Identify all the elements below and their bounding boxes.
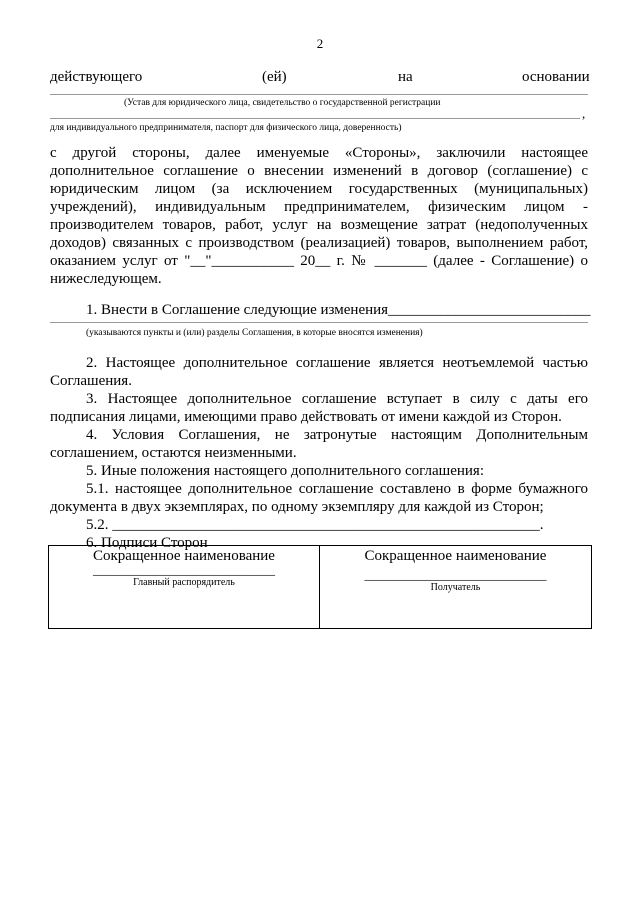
item-1-line [50, 322, 588, 323]
right-party-role: Получатель [430, 582, 481, 593]
intro-line: оказанием услуг от "__"___________ 20__ г. № _______ (далее - Соглашение) о [50, 253, 588, 269]
item-6: 6. Подписи Сторон [86, 535, 208, 551]
item-5-1-last: документа в двух экземплярах, по одному экземпляру для каждой из Сторон; [50, 499, 544, 515]
intro-line: доходов) связанных с производством (реализацией) товаров, выполнением работ, [50, 235, 588, 251]
right-party-title: Сокращенное наименование [364, 548, 547, 564]
item-5: 5. Иные положения настоящего дополнительного соглашения: [86, 463, 484, 479]
left-party-role: Главный распорядитель [133, 577, 235, 588]
item-5-2: 5.2. _________________________________________________________. [86, 517, 544, 533]
item-3-last: подписания лицами, имеющими право действовать от имени каждой из Сторон. [50, 409, 562, 425]
basis-note-2: для индивидуального предпринимателя, паспорт для физического лица, доверенность) [50, 123, 402, 133]
basis-note-1: (Устав для юридического лица, свидетельство о государственной регистрации [124, 98, 441, 108]
intro-paragraph [50, 144, 588, 288]
left-signature-line: ____________________________ [93, 562, 275, 577]
intro-line: производителем товаров, работ, услуг на возмещение затрат (недополученных [50, 217, 588, 233]
item-2: 2. Настоящее дополнительное соглашение является неотъемлемой частью [86, 355, 588, 371]
basis-line-1 [50, 94, 588, 95]
item-2-last: Соглашения. [50, 373, 132, 389]
intro-line: юридическим лицом (за исключением государственных (муниципальных) [50, 181, 588, 197]
word-basis: основании [522, 69, 590, 85]
signatures-table [48, 545, 592, 629]
basis-note-1-comma: , [582, 106, 586, 121]
word-acting: действующего [50, 69, 143, 85]
basis-line-2 [50, 118, 580, 119]
word-on: на [398, 69, 413, 85]
item-5-1: 5.1. настоящее дополнительное соглашение составлено в форме бумажного [86, 481, 588, 497]
intro-line-last: нижеследующем. [50, 271, 162, 287]
word-ending: (ей) [262, 69, 287, 85]
item-4-last: соглашением, остаются неизменными. [50, 445, 297, 461]
item-1-note: (указываются пункты и (или) разделы Соглашения, в которые вносятся изменения) [86, 328, 423, 338]
left-party-title: Сокращенное наименование [93, 548, 275, 564]
item-4: 4. Условия Соглашения, не затронутые настоящим Дополнительным [86, 427, 588, 443]
intro-line: учреждений), индивидуальным предпринимателем, физическим лицом - [50, 199, 588, 215]
intro-line: дополнительное соглашение о внесении изменений в договор (соглашение) с [50, 163, 588, 179]
signature-cell-right [320, 546, 591, 628]
signature-cell-left [49, 546, 320, 628]
item-3: 3. Настоящее дополнительное соглашение вступает в силу с даты его [86, 391, 588, 407]
right-signature-line: ____________________________ [364, 567, 547, 582]
items-block [50, 354, 588, 552]
page-number: 2 [316, 36, 324, 51]
item-1: 1. Внести в Соглашение следующие изменения___________________________ [86, 302, 591, 318]
intro-line: с другой стороны, далее именуемые «Стороны», заключили настоящее [50, 145, 588, 161]
